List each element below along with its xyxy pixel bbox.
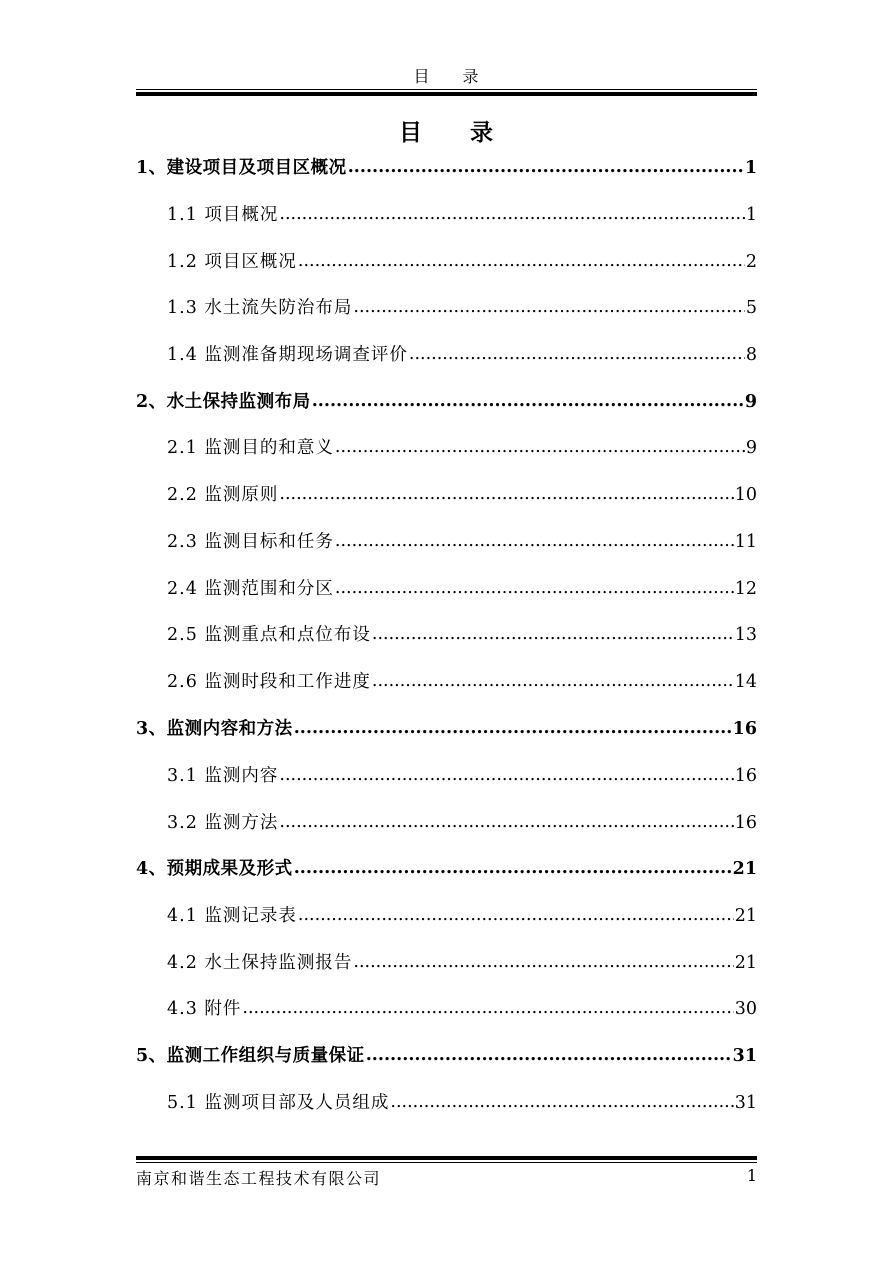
toc-entry-page: 21 <box>734 906 757 926</box>
toc-entry-page: 16 <box>732 719 757 739</box>
toc-leader-dots <box>409 341 745 367</box>
toc-entry[interactable] <box>136 810 757 836</box>
footer-company-name: 南京和谐生态工程技术有限公司 <box>136 1169 382 1188</box>
toc-leader-dots <box>335 575 734 601</box>
toc-entry[interactable] <box>136 1043 757 1069</box>
toc-entry[interactable] <box>136 202 757 228</box>
toc-leader-dots <box>335 528 734 554</box>
toc-entry[interactable] <box>136 389 757 415</box>
toc-entry-page: 31 <box>732 1046 757 1066</box>
toc-entry[interactable] <box>136 435 757 461</box>
toc-entry-label: 4、预期成果及形式 <box>136 859 293 879</box>
toc-entry[interactable] <box>136 950 757 976</box>
toc-leader-dots <box>348 154 744 180</box>
toc-entry[interactable] <box>136 482 757 508</box>
toc-entry[interactable] <box>136 295 757 321</box>
toc-entry-label: 3、监测内容和方法 <box>136 719 293 739</box>
header-rule-thin <box>136 89 757 90</box>
toc-entry[interactable] <box>136 249 757 275</box>
toc-entry[interactable] <box>136 856 757 882</box>
toc-entry-label: 4.1 监测记录表 <box>167 906 297 926</box>
toc-leader-dots <box>353 294 744 320</box>
toc-entry-label: 4.3 附件 <box>167 999 242 1019</box>
toc-entry-page: 12 <box>734 579 757 599</box>
toc-leader-dots <box>294 855 732 881</box>
toc-leader-dots <box>390 1089 733 1115</box>
toc-leader-dots <box>298 248 745 274</box>
toc-entry-label: 2.6 监测时段和工作进度 <box>167 672 371 692</box>
toc-entry-label: 1、建设项目及项目区概况 <box>136 158 347 178</box>
toc-leader-dots <box>372 668 734 694</box>
toc-entry-label: 2.5 监测重点和点位布设 <box>167 625 371 645</box>
toc-entry-page: 2 <box>745 252 757 272</box>
toc-entry-page: 1 <box>744 158 757 178</box>
toc-entry-page: 13 <box>734 625 757 645</box>
toc-leader-dots <box>279 481 733 507</box>
toc-leader-dots <box>294 715 732 741</box>
toc-entry-label: 5、监测工作组织与质量保证 <box>136 1046 365 1066</box>
footer-rule-thick <box>136 1156 757 1160</box>
toc-entry-label: 1.4 监测准备期现场调查评价 <box>167 345 408 365</box>
toc-entry-page: 1 <box>745 205 757 225</box>
toc-entry-page: 14 <box>734 672 757 692</box>
toc-leader-dots <box>372 621 734 647</box>
toc-entry-label: 3.2 监测方法 <box>167 813 279 833</box>
toc-entry-page: 31 <box>734 1093 757 1113</box>
toc-entry[interactable] <box>136 576 757 602</box>
toc-entry-page: 5 <box>745 298 757 318</box>
toc-leader-dots <box>298 902 734 928</box>
header-rule-thick <box>136 92 757 96</box>
toc-entry-page: 16 <box>734 766 757 786</box>
toc-entry[interactable] <box>136 903 757 929</box>
toc-entry[interactable] <box>136 529 757 555</box>
toc-leader-dots <box>312 388 744 414</box>
running-header: 目 录 <box>413 67 493 86</box>
toc-entry-label: 2.2 监测原则 <box>167 485 279 505</box>
toc-entry-label: 2.4 监测范围和分区 <box>167 579 334 599</box>
toc-entry-page: 9 <box>745 438 757 458</box>
toc-entry[interactable] <box>136 342 757 368</box>
toc-entry-page: 21 <box>734 953 757 973</box>
footer-page-number: 1 <box>746 1166 757 1185</box>
toc-entry-label: 2.1 监测目的和意义 <box>167 438 334 458</box>
toc-entry[interactable] <box>136 716 757 742</box>
toc-entry-label: 3.1 监测内容 <box>167 766 279 786</box>
toc-leader-dots <box>353 949 733 975</box>
toc-leader-dots <box>335 434 745 460</box>
toc-entry[interactable] <box>136 996 757 1022</box>
toc-entry[interactable] <box>136 155 757 181</box>
toc-leader-dots <box>279 809 733 835</box>
toc-entry-label: 1.2 项目区概况 <box>167 252 297 272</box>
toc-entry-label: 4.2 水土保持监测报告 <box>167 953 353 973</box>
toc-entry-label: 2、水土保持监测布局 <box>136 392 311 412</box>
toc-entry-page: 8 <box>745 345 757 365</box>
toc-entry[interactable] <box>136 669 757 695</box>
toc-leader-dots <box>279 762 733 788</box>
toc-entry-label: 1.3 水土流失防治布局 <box>167 298 353 318</box>
toc-entry-page: 30 <box>734 999 757 1019</box>
toc-entry[interactable] <box>136 1090 757 1116</box>
toc-entry-page: 11 <box>734 532 757 552</box>
toc-entry-page: 16 <box>734 813 757 833</box>
toc-entry-label: 1.1 项目概况 <box>167 205 279 225</box>
toc-entry-page: 21 <box>732 859 757 879</box>
toc-leader-dots <box>279 201 744 227</box>
toc-leader-dots <box>366 1042 732 1068</box>
toc-entry-page: 9 <box>744 392 757 412</box>
toc-entry-page: 10 <box>734 485 757 505</box>
toc-entry[interactable] <box>136 763 757 789</box>
toc-title: 目 录 <box>398 119 513 146</box>
toc-entry-label: 2.3 监测目标和任务 <box>167 532 334 552</box>
toc-leader-dots <box>242 995 733 1021</box>
toc-entry[interactable] <box>136 622 757 648</box>
toc-entry-label: 5.1 监测项目部及人员组成 <box>167 1093 390 1113</box>
footer-rule-thin <box>136 1162 757 1163</box>
